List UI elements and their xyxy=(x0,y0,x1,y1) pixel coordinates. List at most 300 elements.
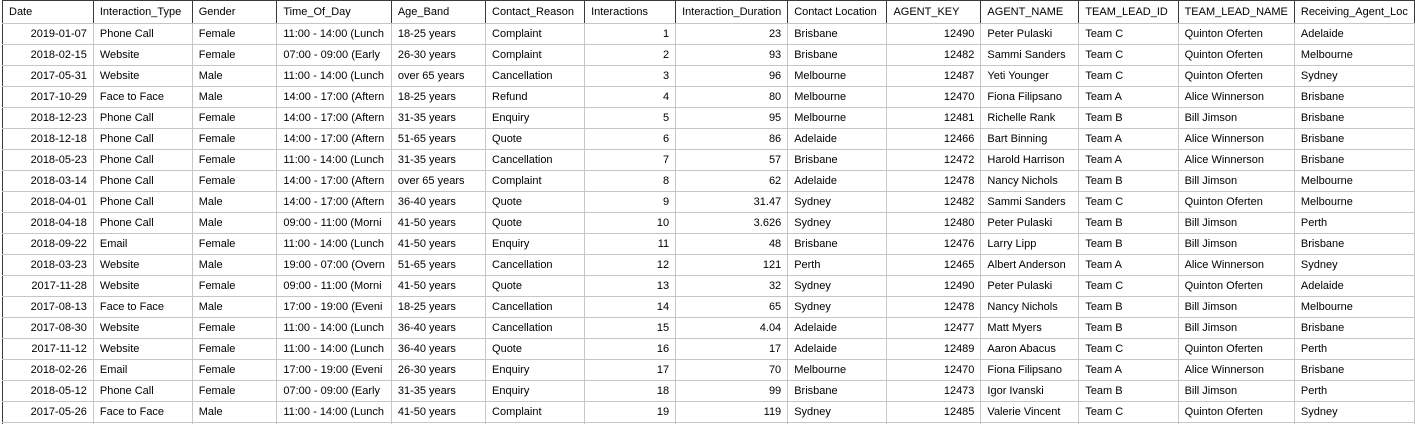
cell-interactions[interactable]: 16 xyxy=(585,339,676,360)
table-row xyxy=(3,24,1415,45)
cell-team-lead-name[interactable]: Quinton Oferten xyxy=(1178,45,1294,66)
cell-team-lead-id[interactable]: Team C xyxy=(1079,339,1178,360)
cell-time-of-day[interactable]: 11:00 - 14:00 (Lunch xyxy=(277,318,392,339)
table-row xyxy=(3,129,1415,150)
cell-agent-key[interactable]: 12473 xyxy=(887,381,981,402)
cell-receiving-agent-loc[interactable]: Brisbane xyxy=(1294,318,1414,339)
cell-age-band[interactable]: 26-30 years xyxy=(391,45,485,66)
cell-receiving-agent-loc[interactable]: Melbourne xyxy=(1294,45,1414,66)
cell-contact-reason[interactable]: Quote xyxy=(486,339,585,360)
cell-date[interactable]: 2018-09-22 xyxy=(3,234,94,255)
cell-gender[interactable]: Female xyxy=(192,108,277,129)
cell-interaction-duration[interactable]: 31.47 xyxy=(676,192,788,213)
cell-receiving-agent-loc[interactable]: Brisbane xyxy=(1294,129,1414,150)
cell-time-of-day[interactable]: 09:00 - 11:00 (Morni xyxy=(277,213,392,234)
data-table xyxy=(2,0,1415,424)
cell-interaction-type[interactable]: Phone Call xyxy=(93,108,192,129)
cell-contact-reason[interactable]: Complaint xyxy=(486,402,585,423)
cell-contact-location[interactable]: Melbourne xyxy=(788,360,887,381)
cell-team-lead-name[interactable]: Quinton Oferten xyxy=(1178,402,1294,423)
cell-receiving-agent-loc[interactable]: Melbourne xyxy=(1294,192,1414,213)
cell-gender[interactable]: Female xyxy=(192,381,277,402)
column-header-agent-name[interactable]: AGENT_NAME xyxy=(981,1,1079,24)
cell-receiving-agent-loc[interactable]: Perth xyxy=(1294,213,1414,234)
cell-contact-location[interactable]: Sydney xyxy=(788,297,887,318)
cell-team-lead-id[interactable]: Team A xyxy=(1079,129,1178,150)
cell-agent-name[interactable]: Igor Ivanski xyxy=(981,381,1079,402)
cell-interactions[interactable]: 14 xyxy=(585,297,676,318)
cell-interaction-type[interactable]: Phone Call xyxy=(93,129,192,150)
table-row xyxy=(3,318,1415,339)
cell-interaction-type[interactable]: Face to Face xyxy=(93,402,192,423)
cell-age-band[interactable]: 36-40 years xyxy=(391,318,485,339)
cell-time-of-day[interactable]: 11:00 - 14:00 (Lunch xyxy=(277,66,392,87)
cell-interactions[interactable]: 11 xyxy=(585,234,676,255)
cell-contact-location[interactable]: Brisbane xyxy=(788,150,887,171)
cell-contact-reason[interactable]: Refund xyxy=(486,87,585,108)
cell-gender[interactable]: Male xyxy=(192,255,277,276)
cell-age-band[interactable]: 18-25 years xyxy=(391,24,485,45)
cell-interactions[interactable]: 9 xyxy=(585,192,676,213)
cell-team-lead-name[interactable]: Quinton Oferten xyxy=(1178,339,1294,360)
header-row xyxy=(3,1,1415,24)
cell-interaction-type[interactable]: Face to Face xyxy=(93,297,192,318)
cell-interaction-type[interactable]: Email xyxy=(93,360,192,381)
cell-agent-key[interactable]: 12485 xyxy=(887,402,981,423)
cell-agent-key[interactable]: 12478 xyxy=(887,297,981,318)
cell-agent-key[interactable]: 12481 xyxy=(887,108,981,129)
cell-date[interactable]: 2018-12-18 xyxy=(3,129,94,150)
cell-date[interactable]: 2018-04-18 xyxy=(3,213,94,234)
cell-date[interactable]: 2018-02-26 xyxy=(3,360,94,381)
cell-interactions[interactable]: 18 xyxy=(585,381,676,402)
cell-agent-name[interactable]: Matt Myers xyxy=(981,318,1079,339)
cell-time-of-day[interactable]: 19:00 - 07:00 (Overn xyxy=(277,255,392,276)
cell-interaction-duration[interactable]: 4.04 xyxy=(676,318,788,339)
cell-time-of-day[interactable]: 11:00 - 14:00 (Lunch xyxy=(277,402,392,423)
cell-date[interactable]: 2018-05-12 xyxy=(3,381,94,402)
cell-contact-reason[interactable]: Enquiry xyxy=(486,381,585,402)
cell-team-lead-name[interactable]: Quinton Oferten xyxy=(1178,276,1294,297)
table-row xyxy=(3,276,1415,297)
cell-date[interactable]: 2018-03-23 xyxy=(3,255,94,276)
table-row xyxy=(3,297,1415,318)
cell-contact-reason[interactable]: Cancellation xyxy=(486,150,585,171)
cell-gender[interactable]: Male xyxy=(192,297,277,318)
cell-interaction-duration[interactable]: 48 xyxy=(676,234,788,255)
column-header-interaction-duration[interactable]: Interaction_Duration xyxy=(676,1,788,24)
cell-agent-name[interactable]: Peter Pulaski xyxy=(981,276,1079,297)
column-header-interactions[interactable]: Interactions xyxy=(585,1,676,24)
cell-age-band[interactable]: 26-30 years xyxy=(391,360,485,381)
cell-team-lead-name[interactable]: Alice Winnerson xyxy=(1178,255,1294,276)
cell-gender[interactable]: Female xyxy=(192,234,277,255)
cell-interaction-duration[interactable]: 96 xyxy=(676,66,788,87)
cell-interaction-duration[interactable]: 121 xyxy=(676,255,788,276)
cell-team-lead-id[interactable]: Team B xyxy=(1079,171,1178,192)
cell-interaction-duration[interactable]: 62 xyxy=(676,171,788,192)
cell-age-band[interactable]: 36-40 years xyxy=(391,339,485,360)
column-header-age-band[interactable]: Age_Band xyxy=(391,1,485,24)
cell-time-of-day[interactable]: 07:00 - 09:00 (Early xyxy=(277,45,392,66)
cell-age-band[interactable]: over 65 years xyxy=(391,171,485,192)
cell-team-lead-id[interactable]: Team B xyxy=(1079,381,1178,402)
cell-receiving-agent-loc[interactable]: Brisbane xyxy=(1294,234,1414,255)
cell-interaction-duration[interactable]: 86 xyxy=(676,129,788,150)
cell-agent-name[interactable]: Albert Anderson xyxy=(981,255,1079,276)
cell-agent-key[interactable]: 12476 xyxy=(887,234,981,255)
cell-team-lead-name[interactable]: Bill Jimson xyxy=(1178,171,1294,192)
cell-receiving-agent-loc[interactable]: Brisbane xyxy=(1294,360,1414,381)
cell-age-band[interactable]: 18-25 years xyxy=(391,87,485,108)
cell-agent-name[interactable]: Fiona Filipsano xyxy=(981,360,1079,381)
cell-receiving-agent-loc[interactable]: Adelaide xyxy=(1294,24,1414,45)
cell-receiving-agent-loc[interactable]: Brisbane xyxy=(1294,108,1414,129)
cell-date[interactable]: 2017-05-26 xyxy=(3,402,94,423)
cell-agent-name[interactable]: Yeti Younger xyxy=(981,66,1079,87)
cell-contact-reason[interactable]: Cancellation xyxy=(486,297,585,318)
cell-time-of-day[interactable]: 14:00 - 17:00 (Aftern xyxy=(277,129,392,150)
cell-contact-reason[interactable]: Complaint xyxy=(486,171,585,192)
cell-team-lead-name[interactable]: Quinton Oferten xyxy=(1178,192,1294,213)
cell-team-lead-id[interactable]: Team B xyxy=(1079,234,1178,255)
cell-date[interactable]: 2017-10-29 xyxy=(3,87,94,108)
cell-time-of-day[interactable]: 11:00 - 14:00 (Lunch xyxy=(277,339,392,360)
column-header-receiving-agent-loc[interactable]: Receiving_Agent_Loc xyxy=(1294,1,1414,24)
cell-team-lead-name[interactable]: Alice Winnerson xyxy=(1178,150,1294,171)
cell-team-lead-id[interactable]: Team C xyxy=(1079,24,1178,45)
cell-interaction-duration[interactable]: 32 xyxy=(676,276,788,297)
cell-agent-key[interactable]: 12490 xyxy=(887,24,981,45)
cell-gender[interactable]: Male xyxy=(192,213,277,234)
cell-interaction-type[interactable]: Face to Face xyxy=(93,87,192,108)
cell-team-lead-name[interactable]: Alice Winnerson xyxy=(1178,129,1294,150)
cell-age-band[interactable]: 36-40 years xyxy=(391,192,485,213)
cell-receiving-agent-loc[interactable]: Melbourne xyxy=(1294,171,1414,192)
cell-contact-location[interactable]: Sydney xyxy=(788,213,887,234)
cell-interaction-duration[interactable]: 65 xyxy=(676,297,788,318)
cell-team-lead-id[interactable]: Team C xyxy=(1079,402,1178,423)
cell-interaction-duration[interactable]: 57 xyxy=(676,150,788,171)
cell-contact-location[interactable]: Perth xyxy=(788,255,887,276)
cell-interaction-duration[interactable]: 99 xyxy=(676,381,788,402)
cell-agent-key[interactable]: 12487 xyxy=(887,66,981,87)
cell-team-lead-name[interactable]: Bill Jimson xyxy=(1178,108,1294,129)
cell-team-lead-id[interactable]: Team C xyxy=(1079,192,1178,213)
cell-agent-name[interactable]: Harold Harrison xyxy=(981,150,1079,171)
cell-time-of-day[interactable]: 11:00 - 14:00 (Lunch xyxy=(277,150,392,171)
cell-date[interactable]: 2018-03-14 xyxy=(3,171,94,192)
table-row xyxy=(3,213,1415,234)
cell-date[interactable]: 2018-04-01 xyxy=(3,192,94,213)
cell-interactions[interactable]: 17 xyxy=(585,360,676,381)
cell-age-band[interactable]: 18-25 years xyxy=(391,297,485,318)
cell-contact-reason[interactable]: Quote xyxy=(486,213,585,234)
cell-contact-reason[interactable]: Quote xyxy=(486,276,585,297)
table-row xyxy=(3,108,1415,129)
cell-interaction-type[interactable]: Phone Call xyxy=(93,24,192,45)
cell-date[interactable]: 2018-05-23 xyxy=(3,150,94,171)
cell-date[interactable]: 2018-02-15 xyxy=(3,45,94,66)
cell-age-band[interactable]: 41-50 years xyxy=(391,402,485,423)
column-header-time-of-day[interactable]: Time_Of_Day xyxy=(277,1,392,24)
cell-gender[interactable]: Female xyxy=(192,276,277,297)
cell-interactions[interactable]: 1 xyxy=(585,24,676,45)
cell-interaction-type[interactable]: Website xyxy=(93,318,192,339)
cell-receiving-agent-loc[interactable]: Perth xyxy=(1294,381,1414,402)
cell-interaction-type[interactable]: Phone Call xyxy=(93,192,192,213)
cell-interactions[interactable]: 10 xyxy=(585,213,676,234)
cell-contact-reason[interactable]: Enquiry xyxy=(486,234,585,255)
table-row xyxy=(3,192,1415,213)
cell-gender[interactable]: Male xyxy=(192,87,277,108)
cell-team-lead-id[interactable]: Team A xyxy=(1079,150,1178,171)
cell-age-band[interactable]: over 65 years xyxy=(391,66,485,87)
cell-interaction-type[interactable]: Phone Call xyxy=(93,381,192,402)
cell-time-of-day[interactable]: 17:00 - 19:00 (Eveni xyxy=(277,360,392,381)
cell-agent-name[interactable]: Nancy Nichols xyxy=(981,297,1079,318)
cell-team-lead-id[interactable]: Team B xyxy=(1079,213,1178,234)
cell-interaction-duration[interactable]: 95 xyxy=(676,108,788,129)
cell-team-lead-name[interactable]: Bill Jimson xyxy=(1178,213,1294,234)
cell-interaction-type[interactable]: Website xyxy=(93,339,192,360)
cell-team-lead-name[interactable]: Bill Jimson xyxy=(1178,234,1294,255)
cell-time-of-day[interactable]: 11:00 - 14:00 (Lunch xyxy=(277,24,392,45)
cell-contact-location[interactable]: Brisbane xyxy=(788,234,887,255)
cell-contact-reason[interactable]: Cancellation xyxy=(486,318,585,339)
cell-agent-key[interactable]: 12489 xyxy=(887,339,981,360)
cell-team-lead-id[interactable]: Team C xyxy=(1079,276,1178,297)
cell-agent-name[interactable]: Larry Lipp xyxy=(981,234,1079,255)
cell-receiving-agent-loc[interactable]: Brisbane xyxy=(1294,87,1414,108)
cell-receiving-agent-loc[interactable]: Adelaide xyxy=(1294,276,1414,297)
cell-agent-name[interactable]: Nancy Nichols xyxy=(981,171,1079,192)
cell-receiving-agent-loc[interactable]: Sydney xyxy=(1294,402,1414,423)
cell-gender[interactable]: Female xyxy=(192,360,277,381)
cell-team-lead-name[interactable]: Alice Winnerson xyxy=(1178,360,1294,381)
cell-gender[interactable]: Male xyxy=(192,402,277,423)
table-row xyxy=(3,45,1415,66)
cell-gender[interactable]: Female xyxy=(192,129,277,150)
cell-receiving-agent-loc[interactable]: Brisbane xyxy=(1294,150,1414,171)
cell-interactions[interactable]: 15 xyxy=(585,318,676,339)
cell-interactions[interactable]: 5 xyxy=(585,108,676,129)
column-header-agent-key[interactable]: AGENT_KEY xyxy=(887,1,981,24)
column-header-team-lead-id[interactable]: TEAM_LEAD_ID xyxy=(1079,1,1178,24)
cell-interaction-duration[interactable]: 93 xyxy=(676,45,788,66)
cell-gender[interactable]: Female xyxy=(192,318,277,339)
cell-contact-location[interactable]: Sydney xyxy=(788,276,887,297)
cell-gender[interactable]: Male xyxy=(192,192,277,213)
cell-interaction-duration[interactable]: 119 xyxy=(676,402,788,423)
cell-date[interactable]: 2018-12-23 xyxy=(3,108,94,129)
cell-age-band[interactable]: 41-50 years xyxy=(391,276,485,297)
cell-interactions[interactable]: 7 xyxy=(585,150,676,171)
cell-interaction-type[interactable]: Website xyxy=(93,66,192,87)
cell-gender[interactable]: Female xyxy=(192,24,277,45)
cell-gender[interactable]: Male xyxy=(192,66,277,87)
cell-age-band[interactable]: 51-65 years xyxy=(391,129,485,150)
cell-interaction-duration[interactable]: 70 xyxy=(676,360,788,381)
cell-team-lead-id[interactable]: Team B xyxy=(1079,318,1178,339)
cell-agent-name[interactable]: Peter Pulaski xyxy=(981,213,1079,234)
cell-contact-reason[interactable]: Complaint xyxy=(486,24,585,45)
cell-date[interactable]: 2017-11-28 xyxy=(3,276,94,297)
cell-date[interactable]: 2019-01-07 xyxy=(3,24,94,45)
table-row xyxy=(3,339,1415,360)
cell-age-band[interactable]: 41-50 years xyxy=(391,213,485,234)
cell-agent-name[interactable]: Aaron Abacus xyxy=(981,339,1079,360)
cell-team-lead-name[interactable]: Bill Jimson xyxy=(1178,381,1294,402)
cell-interaction-type[interactable]: Website xyxy=(93,45,192,66)
cell-time-of-day[interactable]: 11:00 - 14:00 (Lunch xyxy=(277,234,392,255)
cell-interaction-type[interactable]: Email xyxy=(93,234,192,255)
column-header-date[interactable]: Date xyxy=(3,1,94,24)
cell-contact-location[interactable]: Sydney xyxy=(788,402,887,423)
cell-receiving-agent-loc[interactable]: Melbourne xyxy=(1294,297,1414,318)
cell-agent-name[interactable]: Sammi Sanders xyxy=(981,192,1079,213)
cell-team-lead-id[interactable]: Team C xyxy=(1079,66,1178,87)
cell-interaction-duration[interactable]: 80 xyxy=(676,87,788,108)
cell-contact-reason[interactable]: Cancellation xyxy=(486,255,585,276)
cell-time-of-day[interactable]: 14:00 - 17:00 (Aftern xyxy=(277,171,392,192)
column-header-interaction-type[interactable]: Interaction_Type xyxy=(93,1,192,24)
cell-agent-name[interactable]: Sammi Sanders xyxy=(981,45,1079,66)
cell-contact-reason[interactable]: Quote xyxy=(486,192,585,213)
cell-interactions[interactable]: 8 xyxy=(585,171,676,192)
cell-agent-name[interactable]: Richelle Rank xyxy=(981,108,1079,129)
cell-agent-key[interactable]: 12482 xyxy=(887,45,981,66)
cell-contact-location[interactable]: Brisbane xyxy=(788,381,887,402)
cell-interactions[interactable]: 2 xyxy=(585,45,676,66)
cell-contact-location[interactable]: Adelaide xyxy=(788,129,887,150)
cell-agent-key[interactable]: 12480 xyxy=(887,213,981,234)
cell-receiving-agent-loc[interactable]: Sydney xyxy=(1294,66,1414,87)
cell-date[interactable]: 2017-11-12 xyxy=(3,339,94,360)
table-row xyxy=(3,66,1415,87)
cell-gender[interactable]: Female xyxy=(192,45,277,66)
cell-time-of-day[interactable]: 07:00 - 09:00 (Early xyxy=(277,381,392,402)
cell-agent-key[interactable]: 12477 xyxy=(887,318,981,339)
column-header-contact-reason[interactable]: Contact_Reason xyxy=(486,1,585,24)
cell-agent-name[interactable]: Fiona Filipsano xyxy=(981,87,1079,108)
cell-interaction-type[interactable]: Phone Call xyxy=(93,213,192,234)
cell-interactions[interactable]: 12 xyxy=(585,255,676,276)
table-row xyxy=(3,234,1415,255)
cell-team-lead-id[interactable]: Team A xyxy=(1079,87,1178,108)
cell-gender[interactable]: Female xyxy=(192,150,277,171)
table-row xyxy=(3,171,1415,192)
table-row xyxy=(3,255,1415,276)
cell-team-lead-name[interactable]: Quinton Oferten xyxy=(1178,66,1294,87)
cell-age-band[interactable]: 31-35 years xyxy=(391,150,485,171)
cell-contact-location[interactable]: Brisbane xyxy=(788,24,887,45)
cell-age-band[interactable]: 51-65 years xyxy=(391,255,485,276)
cell-interaction-type[interactable]: Website xyxy=(93,276,192,297)
cell-contact-location[interactable]: Melbourne xyxy=(788,87,887,108)
cell-age-band[interactable]: 41-50 years xyxy=(391,234,485,255)
cell-agent-name[interactable]: Bart Binning xyxy=(981,129,1079,150)
cell-team-lead-id[interactable]: Team A xyxy=(1079,255,1178,276)
cell-agent-name[interactable]: Peter Pulaski xyxy=(981,24,1079,45)
cell-interaction-duration[interactable]: 3.626 xyxy=(676,213,788,234)
cell-date[interactable]: 2017-08-30 xyxy=(3,318,94,339)
cell-team-lead-name[interactable]: Quinton Oferten xyxy=(1178,24,1294,45)
cell-contact-location[interactable]: Melbourne xyxy=(788,66,887,87)
cell-contact-location[interactable]: Melbourne xyxy=(788,108,887,129)
table-row xyxy=(3,381,1415,402)
cell-agent-key[interactable]: 12470 xyxy=(887,87,981,108)
column-header-contact-location[interactable]: Contact Location xyxy=(788,1,887,24)
cell-contact-location[interactable]: Adelaide xyxy=(788,318,887,339)
cell-interaction-duration[interactable]: 23 xyxy=(676,24,788,45)
cell-interactions[interactable]: 6 xyxy=(585,129,676,150)
cell-team-lead-name[interactable]: Bill Jimson xyxy=(1178,297,1294,318)
cell-agent-key[interactable]: 12470 xyxy=(887,360,981,381)
cell-contact-location[interactable]: Adelaide xyxy=(788,339,887,360)
cell-team-lead-id[interactable]: Team C xyxy=(1079,45,1178,66)
cell-age-band[interactable]: 31-35 years xyxy=(391,381,485,402)
cell-time-of-day[interactable]: 14:00 - 17:00 (Aftern xyxy=(277,87,392,108)
cell-interactions[interactable]: 4 xyxy=(585,87,676,108)
cell-team-lead-id[interactable]: Team B xyxy=(1079,297,1178,318)
cell-receiving-agent-loc[interactable]: Perth xyxy=(1294,339,1414,360)
cell-contact-reason[interactable]: Enquiry xyxy=(486,108,585,129)
cell-contact-reason[interactable]: Quote xyxy=(486,129,585,150)
cell-contact-reason[interactable]: Cancellation xyxy=(486,66,585,87)
cell-team-lead-name[interactable]: Bill Jimson xyxy=(1178,318,1294,339)
cell-interaction-type[interactable]: Website xyxy=(93,255,192,276)
cell-date[interactable]: 2017-08-13 xyxy=(3,297,94,318)
cell-agent-key[interactable]: 12490 xyxy=(887,276,981,297)
cell-agent-name[interactable]: Valerie Vincent xyxy=(981,402,1079,423)
cell-agent-key[interactable]: 12472 xyxy=(887,150,981,171)
cell-team-lead-id[interactable]: Team A xyxy=(1079,360,1178,381)
cell-agent-key[interactable]: 12482 xyxy=(887,192,981,213)
table-row xyxy=(3,150,1415,171)
cell-interaction-type[interactable]: Phone Call xyxy=(93,171,192,192)
cell-contact-reason[interactable]: Enquiry xyxy=(486,360,585,381)
cell-contact-location[interactable]: Adelaide xyxy=(788,171,887,192)
cell-team-lead-id[interactable]: Team B xyxy=(1079,108,1178,129)
cell-time-of-day[interactable]: 14:00 - 17:00 (Aftern xyxy=(277,108,392,129)
table-row xyxy=(3,360,1415,381)
cell-contact-location[interactable]: Brisbane xyxy=(788,45,887,66)
cell-time-of-day[interactable]: 14:00 - 17:00 (Aftern xyxy=(277,192,392,213)
cell-agent-key[interactable]: 12466 xyxy=(887,129,981,150)
column-header-team-lead-name[interactable]: TEAM_LEAD_NAME xyxy=(1178,1,1294,24)
cell-age-band[interactable]: 31-35 years xyxy=(391,108,485,129)
cell-agent-key[interactable]: 12465 xyxy=(887,255,981,276)
cell-agent-key[interactable]: 12478 xyxy=(887,171,981,192)
cell-interaction-duration[interactable]: 17 xyxy=(676,339,788,360)
cell-contact-location[interactable]: Sydney xyxy=(788,192,887,213)
cell-interactions[interactable]: 3 xyxy=(585,66,676,87)
cell-date[interactable]: 2017-05-31 xyxy=(3,66,94,87)
cell-team-lead-name[interactable]: Alice Winnerson xyxy=(1178,87,1294,108)
cell-gender[interactable]: Female xyxy=(192,171,277,192)
cell-gender[interactable]: Female xyxy=(192,339,277,360)
cell-receiving-agent-loc[interactable]: Sydney xyxy=(1294,255,1414,276)
cell-time-of-day[interactable]: 17:00 - 19:00 (Eveni xyxy=(277,297,392,318)
table-row xyxy=(3,87,1415,108)
cell-interaction-type[interactable]: Phone Call xyxy=(93,150,192,171)
cell-interactions[interactable]: 13 xyxy=(585,276,676,297)
cell-time-of-day[interactable]: 09:00 - 11:00 (Morni xyxy=(277,276,392,297)
column-header-gender[interactable]: Gender xyxy=(192,1,277,24)
cell-interactions[interactable]: 19 xyxy=(585,402,676,423)
cell-contact-reason[interactable]: Complaint xyxy=(486,45,585,66)
